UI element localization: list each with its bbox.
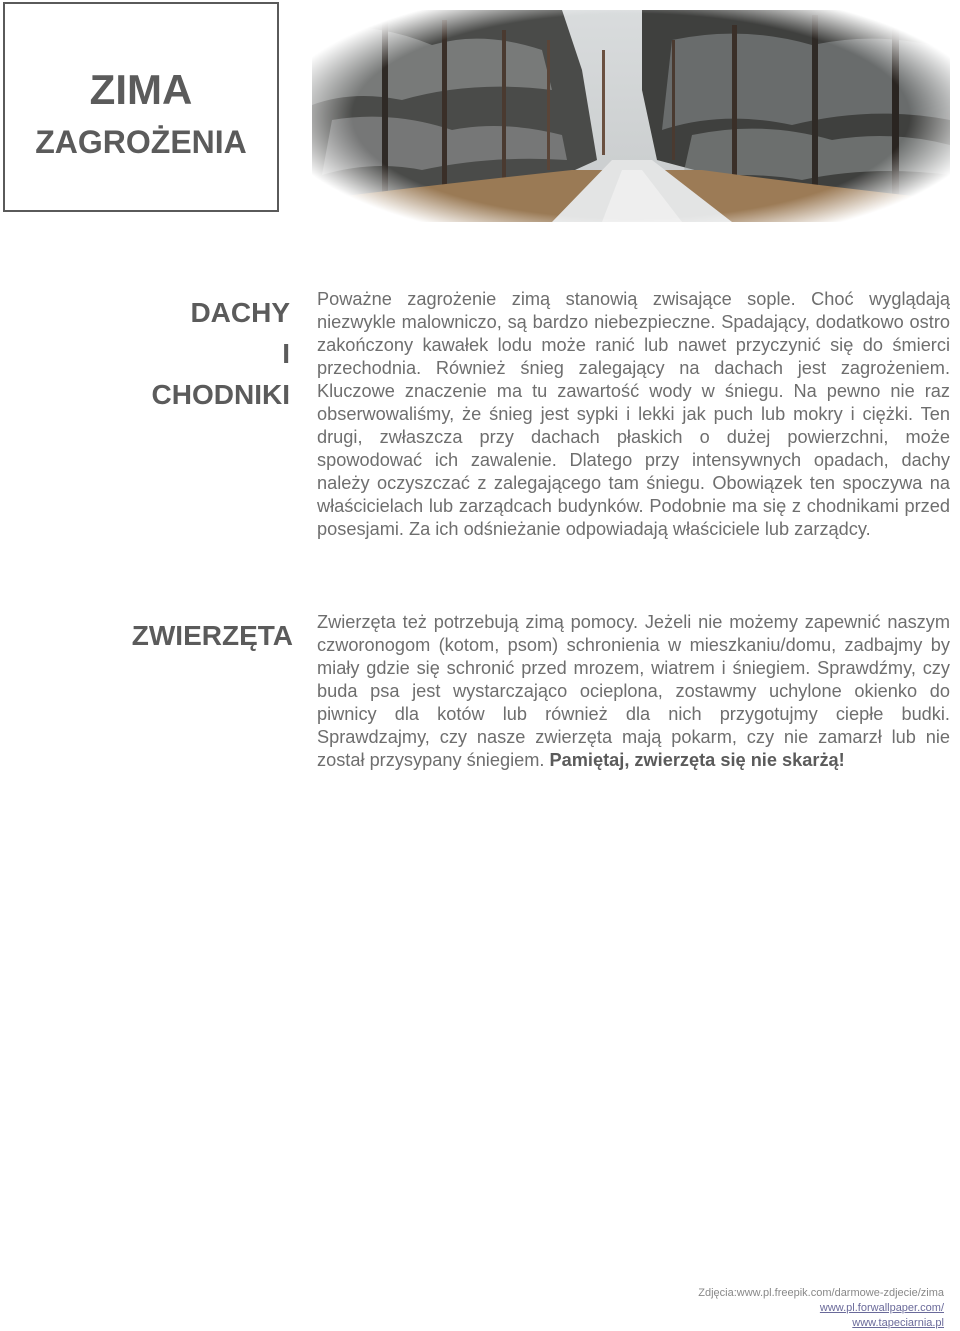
credit-link[interactable]: www.pl.forwallpaper.com/ (819, 1302, 944, 1314)
section-heading-dachy (40, 292, 290, 415)
winter-forest-photo (312, 10, 950, 222)
section-text-body: Zwierzęta też potrzebują zimą pomocy. Jeżeli nie możemy zapewnić naszym czworonogom (kotom, psom) schronienia w mieszkaniu/domu, zadbajmy by miały gdzie się schronić przed mrozem, wiatrem i śniegiem. Sprawdźmy, czy buda psa jest wystarczająco ocieplona, zostawmy uchylone okienko do piwnicy dla kotów lub również dla nich przygotujmy ciepłe budki. Sprawdzajmy, czy nasze zwierzęta mają pokarm, czy nie zamarzł lub nie został przysypany śniegiem. (317, 612, 950, 770)
photo-credits (698, 1286, 944, 1331)
credit-link[interactable]: www.tapeciarnia.pl (852, 1317, 944, 1329)
winter-forest-illustration (312, 10, 950, 222)
section-text-dachy: Poważne zagrożenie zimą stanowią zwisające sople. Choć wyglądają niezwykle malowniczo, są bardzo niebezpieczne. Spadający, dodatkowo ostro zakończony kawałek lodu może ranić lub nawet przyczynić się do śmierci przechodnia. Również śnieg zalegający na dachach jest zagrożeniem. Kluczowe znaczenie ma tu zawartość wody w śniegu. Na pewno nie raz obserwowaliśmy, że śnieg jest sypki i lekki jak puch lub mokry i ciężki. Ten drugi, zwłaszcza przy dachach płaskich o dużej powierzchni, może spowodować ich zawalenie. Dlatego przy intensywnych opadach, dachy należy oczyszczać z zalegającego tam śniegu. Obowiązek ten spoczywa na właścicielach lub zarządcach budynków. Podobnie ma się z chodnikami przed posesjami. Za ich odśnieżanie odpowiadają właściciele lub zarządcy. (317, 289, 950, 539)
heading-line: CHODNIKI (151, 379, 290, 410)
title-box (3, 2, 279, 212)
heading-line: I (282, 338, 290, 369)
section-heading-zwierzeta: ZWIERZĘTA (131, 620, 293, 651)
emphasis-text: Pamiętaj, zwierzęta się nie skarżą! (549, 750, 845, 770)
page-title: ZIMA (89, 66, 193, 113)
page-subtitle: ZAGROŻENIA (35, 124, 247, 160)
section-text-zwierzeta (317, 611, 950, 772)
heading-line: DACHY (190, 297, 290, 328)
credit-line: Zdjęcia:www.pl.freepik.com/darmowe-zdjecie/zima (698, 1287, 944, 1299)
